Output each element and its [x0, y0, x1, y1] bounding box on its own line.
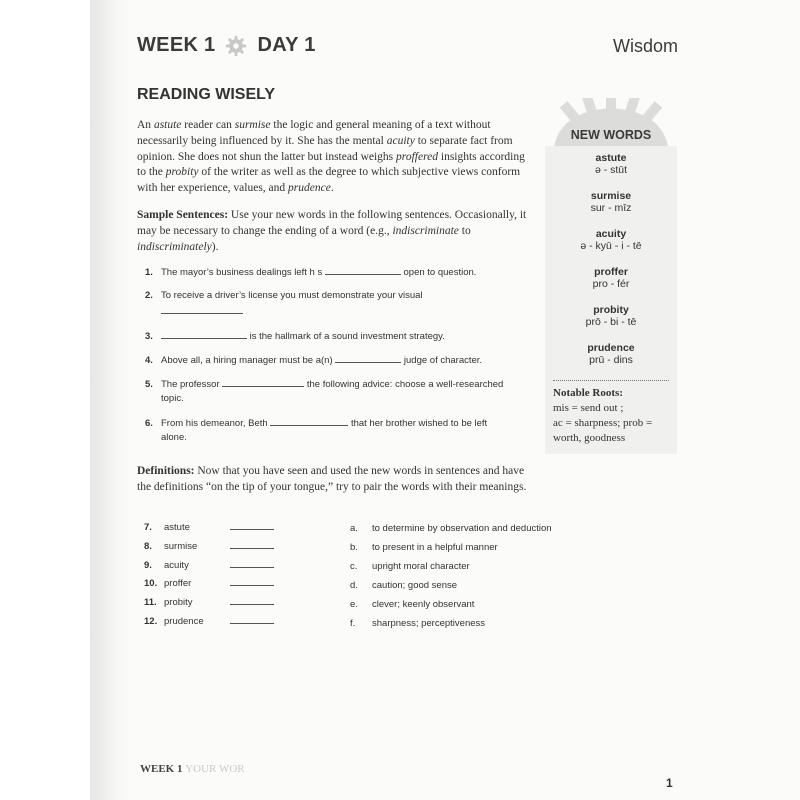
sentence-number: 2. — [145, 290, 153, 301]
intro-seg: the logic and general meaning of a text without necessarily being influenced by it. She has the mental — [137, 119, 491, 147]
intro-seg: proffered — [396, 150, 438, 163]
new-word-entry — [545, 190, 677, 214]
footer-faded-text: YOUR WOR — [185, 763, 245, 775]
answer-blank[interactable] — [161, 303, 243, 314]
meaning-row — [350, 580, 457, 594]
meaning-row — [350, 599, 474, 613]
meaning-text: clever; keenly observant — [372, 599, 475, 610]
new-word-entry — [545, 228, 677, 252]
matching-number: 11. — [144, 597, 157, 608]
root-entry: ac = sharpness; prob = worth, goodness — [553, 417, 653, 444]
meaning-letter: e. — [350, 599, 358, 610]
sample-example: indiscriminate — [392, 224, 459, 237]
intro-seg: insights according to the — [137, 150, 525, 179]
matching-word: surmise — [164, 541, 198, 552]
day-label: DAY 1 — [257, 34, 316, 56]
matching-number: 8. — [144, 541, 152, 552]
matching-word: prudence — [164, 616, 204, 627]
intro-seg: acuity — [386, 134, 415, 147]
sentence-text: From his demeanor, Beth — [161, 418, 271, 429]
meaning-text: sharpness; perceptiveness — [372, 618, 486, 629]
matching-row — [144, 615, 274, 629]
sentence-number: 4. — [145, 355, 153, 366]
intro-seg: to separate fact from opinion. She does not shun the latter but instead weighs — [137, 134, 513, 163]
meaning-row — [350, 561, 470, 575]
pronunciation: prū - dins — [589, 354, 633, 366]
new-word-entry — [545, 152, 677, 176]
new-word-entry — [545, 342, 677, 366]
intro-seg: surmise — [234, 119, 271, 131]
intro-seg: reader can — [181, 119, 235, 131]
sample-label: Sample Sentences: — [137, 209, 229, 221]
answer-blank[interactable] — [270, 415, 348, 426]
new-word: acuity — [595, 228, 627, 240]
meaning-letter: a. — [350, 523, 358, 534]
notable-roots — [553, 386, 673, 446]
sentence-text: judge of character. — [401, 355, 483, 366]
week-label: WEEK 1 — [137, 34, 216, 56]
new-word: surmise — [590, 190, 632, 202]
sentence-continuation: topic. — [161, 393, 184, 404]
matching-blank[interactable] — [230, 577, 274, 586]
answer-blank[interactable] — [325, 264, 401, 275]
intro-seg: astute — [153, 119, 182, 131]
pronunciation: pro - fér — [592, 278, 630, 290]
matching-row — [144, 577, 274, 591]
matching-word: acuity — [164, 560, 189, 571]
matching-number: 10. — [144, 578, 158, 589]
new-word: probity — [593, 304, 629, 316]
intro-seg: of the writer as well as the degree to which subjective views conform with her experience, values, and — [137, 166, 521, 195]
meaning-row — [350, 618, 485, 632]
definitions-text: Now that you have seen and used the new words in sentences and have the definitions “on the tip of your tongue,” try to pair the words with their meanings. — [137, 465, 527, 493]
sample-text: to — [458, 224, 471, 237]
meaning-text: to determine by observation and deduction — [372, 523, 552, 534]
definitions-label: Definitions: — [137, 465, 195, 477]
intro-seg: . — [330, 182, 334, 195]
sentence-continuation: alone. — [161, 432, 187, 443]
sentence-text: is the hallmark of a sound investment strategy. — [247, 331, 445, 342]
footer-week: WEEK 1 — [140, 763, 183, 775]
page-number: 1 — [666, 776, 673, 790]
new-words-sidebar — [545, 98, 677, 454]
matching-number: 7. — [144, 522, 152, 533]
meaning-row — [350, 523, 552, 537]
new-word: prudence — [587, 342, 635, 354]
sentence-number: 5. — [145, 379, 153, 390]
sample-text: ). — [211, 240, 219, 253]
new-word: astute — [595, 152, 627, 164]
meaning-letter: f. — [350, 618, 356, 629]
sentence-item — [145, 415, 530, 445]
answer-blank[interactable] — [161, 328, 247, 339]
intro-seg: An — [137, 119, 154, 131]
intro-seg: prudence — [288, 182, 331, 195]
gear-icon — [225, 35, 247, 57]
definitions-intro — [137, 464, 532, 496]
pronunciation: sur - mīz — [590, 202, 632, 214]
matching-blank[interactable] — [230, 615, 274, 624]
matching-word: probity — [164, 597, 193, 608]
sentence-item — [145, 376, 530, 406]
new-word-entry — [545, 304, 677, 328]
sentence-text: The professor — [161, 379, 223, 390]
sentence-text: The mayor’s business dealings left h s — [161, 267, 325, 278]
page-footer — [140, 763, 245, 775]
sentence-text: To receive a driver’s license you must demonstrate your visual — [161, 290, 423, 301]
sentence-item — [145, 289, 530, 319]
sentence-number: 1. — [145, 267, 153, 278]
matching-row — [144, 521, 274, 535]
intro-paragraph — [137, 118, 532, 197]
sample-sentences-intro — [137, 208, 532, 255]
sentence-item — [145, 264, 530, 280]
sample-example: indiscriminately — [137, 240, 212, 253]
sentence-number: 3. — [145, 331, 153, 342]
matching-blank[interactable] — [230, 559, 274, 568]
meaning-letter: c. — [350, 561, 358, 572]
new-word: proffer — [594, 266, 628, 278]
pronunciation: ə - stūt — [594, 164, 628, 176]
theme-title: Wisdom — [612, 36, 678, 56]
binding-gutter — [90, 0, 130, 800]
matching-number: 12. — [144, 616, 158, 627]
matching-row — [144, 596, 274, 610]
sidebar-divider — [553, 380, 669, 381]
pronunciation: ə - kyū - i - tē — [580, 240, 642, 252]
section-title: READING WISELY — [137, 86, 276, 103]
answer-blank[interactable] — [222, 376, 304, 387]
sidebar-title: NEW WORDS — [570, 128, 652, 142]
sentence-item — [145, 328, 530, 344]
meaning-text: to present in a helpful manner — [372, 542, 498, 553]
sentence-text: that her brother wished to be left — [348, 418, 488, 429]
answer-blank[interactable] — [335, 352, 401, 363]
new-word-entry — [545, 266, 677, 290]
meaning-text: caution; good sense — [372, 580, 458, 591]
sample-text: Use your new words in the following sentences. Occasionally, it may be necessary to change the ending of a word (e.g., — [137, 209, 527, 237]
roots-label: Notable Roots: — [553, 387, 623, 399]
pronunciation: prō - bi - tē — [585, 316, 637, 328]
matching-row — [144, 559, 274, 573]
matching-word: proffer — [164, 578, 192, 589]
meaning-letter: b. — [350, 542, 358, 553]
sentence-text: the following advice: choose a well-researched — [304, 379, 504, 390]
matching-blank[interactable] — [230, 596, 274, 605]
sentence-text: open to question. — [400, 267, 477, 278]
matching-number: 9. — [144, 560, 152, 571]
meaning-letter: d. — [350, 580, 358, 591]
matching-row — [144, 540, 274, 554]
sentence-number: 6. — [145, 418, 153, 429]
matching-blank[interactable] — [230, 540, 274, 549]
sentence-text: Above all, a hiring manager must be a(n) — [161, 355, 336, 366]
matching-word: astute — [164, 522, 190, 533]
sentence-item — [145, 352, 530, 368]
intro-seg: probity — [165, 166, 199, 179]
meaning-row — [350, 542, 498, 556]
page-header — [137, 34, 316, 57]
root-entry: mis = send out ; — [553, 402, 624, 414]
matching-blank[interactable] — [230, 521, 274, 530]
meaning-text: upright moral character — [372, 561, 470, 572]
